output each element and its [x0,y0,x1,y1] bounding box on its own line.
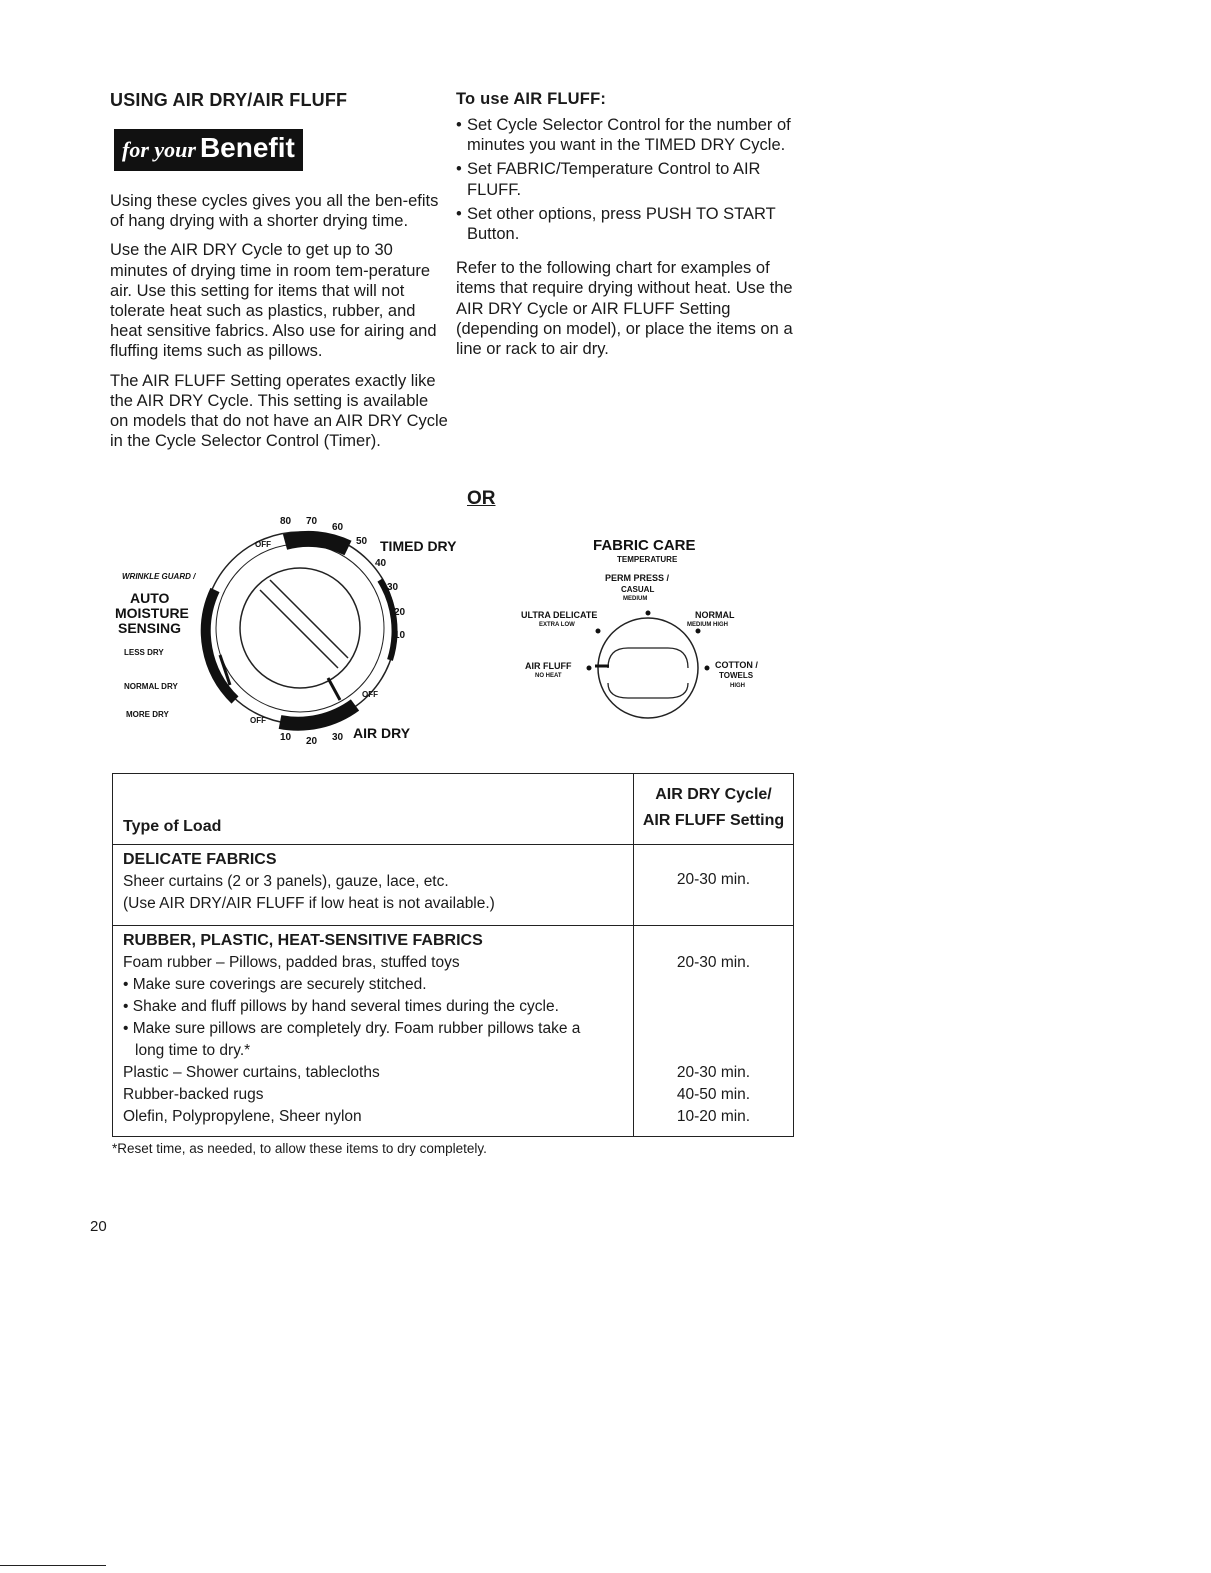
extra-low-label: EXTRA LOW [539,622,575,628]
step-item: • Set other options, press PUSH TO START Button. [456,204,801,244]
delicate-line: Sheer curtains (2 or 3 panels), gauze, lace, etc. [123,873,449,890]
off-label: OFF [255,540,271,549]
bullet-text: Make sure pillows are completely dry. Foam rubber pillows take a long time to dry.* [132,1020,581,1059]
perm-press-label: PERM PRESS / [605,573,670,583]
air-fluff-paragraph: The AIR FLUFF Setting operates exactly like the AIR DRY Cycle. This setting is available on models that do not have an AIR DRY Cycle in the Cycle Selector Control (Timer). [110,371,448,451]
timed-dry-label: TIMED DRY [380,538,457,554]
load-type-cell [113,926,634,1137]
medium-label: MEDIUM [623,596,648,602]
normal-label: NORMAL [695,610,735,620]
auto-label: AUTO [130,590,170,606]
delicate-line: (Use AIR DRY/AIR FLUFF if low heat is not available.) [123,895,495,912]
cycle-selector-dial-illustration [110,510,470,750]
chart-reference-paragraph: Refer to the following chart for examples of items that require drying without heat. Use the AIR DRY Cycle or AIR FLUFF Setting (depending on model), or place the items on a line or rack to air dry. [456,259,793,359]
normal-dry-label: NORMAL DRY [124,682,178,691]
time-spacer [640,974,787,1062]
tick-30-bottom: 30 [332,732,344,743]
type-of-load-header-text: Type of Load [123,818,222,835]
right-column [456,90,801,368]
olefin-time: 10-20 min. [676,1108,751,1125]
footnote: *Reset time, as needed, to allow these items to dry completely. [112,1141,487,1156]
fabric-care-dial-illustration [505,535,775,725]
foam-rubber-line: Foam rubber – Pillows, padded bras, stuffed toys [123,954,460,971]
less-dry-label: LESS DRY [124,648,164,657]
towels-label: TOWELS [719,671,754,680]
time-cell [634,926,794,1137]
ultra-delicate-label: ULTRA DELICATE [521,610,598,620]
tick-50: 50 [356,536,368,547]
olefin-line: Olefin, Polypropylene, Sheer nylon [123,1108,362,1125]
section-heading: USING AIR DRY/AIR FLUFF [110,90,348,110]
tick-20: 20 [394,607,406,618]
cotton-label: COTTON / [715,660,758,670]
tick-40: 40 [375,558,387,569]
rugs-time: 40-50 min. [676,1086,751,1103]
tick-60: 60 [332,522,344,533]
foam-time: 20-30 min. [676,954,751,971]
plastic-time: 20-30 min. [676,1064,751,1081]
air-dry-cycle-header-text: AIR DRY Cycle/ [655,786,772,803]
no-heat-label: NO HEAT [535,673,562,679]
page-number: 20 [90,1218,107,1235]
air-fluff-setting-header-text: AIR FLUFF Setting [642,812,785,829]
banner-text-for-your: for your [122,137,196,162]
fabric-care-title: FABRIC CARE [593,537,696,554]
bullet-item: • Make sure coverings are securely stitched. [123,976,427,993]
table-header-row [113,774,794,845]
load-drying-table [112,773,794,1137]
medium-high-label: MEDIUM HIGH [687,622,728,628]
air-dry-setting-header [634,774,794,845]
rubber-plastic-title: RUBBER, PLASTIC, HEAT-SENSITIVE FABRICS [123,932,483,949]
moisture-label: MOISTURE [115,605,189,621]
bullet-text: Make sure coverings are securely stitched. [132,976,427,993]
type-of-load-header [113,774,634,845]
or-label: OR [467,488,496,509]
delicate-fabrics-title: DELICATE FABRICS [123,851,277,868]
more-dry-label: MORE DRY [126,710,169,719]
bullet-item: • Make sure pillows are completely dry. Foam rubber pillows take a long time to dry.* [123,1020,581,1059]
bottom-rule [0,1565,106,1566]
banner-text-benefit: Benefit [199,132,295,163]
air-fluff-steps [456,115,801,244]
high-label: HIGH [730,683,745,689]
bullet-text: Shake and fluff pillows by hand several times during the cycle. [132,998,559,1015]
temperature-subtitle: TEMPERATURE [617,555,678,564]
air-dry-paragraph: Use the AIR DRY Cycle to get up to 30 minutes of drying time in room tem-perature air. Use this setting for items that will not tolerate heat such as plastics, rubber, and heat sensitive fabrics. Also use for airing and fluffing items such as pillows. [110,241,437,361]
tick-20-bottom: 20 [306,736,318,747]
rugs-line: Rubber-backed rugs [123,1086,264,1103]
air-fluff-heading: To use AIR FLUFF: [456,90,607,108]
intro-paragraph: Using these cycles gives you all the ben-efits of hang drying with a shorter drying time. [110,192,439,231]
air-dry-label: AIR DRY [353,725,411,741]
load-type-cell [113,845,634,926]
off-label: OFF [362,690,378,699]
step-item: • Set FABRIC/Temperature Control to AIR FLUFF. [456,159,801,199]
left-column [110,90,450,460]
for-your-benefit-banner [114,129,303,171]
step-item: • Set Cycle Selector Control for the number of minutes you want in the TIMED DRY Cycle. [456,115,801,155]
bullet-item: • Shake and fluff pillows by hand several times during the cycle. [123,998,559,1015]
tick-70: 70 [306,516,318,527]
wrinkle-guard-label: WRINKLE GUARD / [122,572,196,581]
air-fluff-label: AIR FLUFF [525,661,572,671]
casual-label: CASUAL [621,585,655,594]
tick-80: 80 [280,516,292,527]
delicate-time: 20-30 min. [676,871,751,888]
table-row [113,926,794,1137]
table-row [113,845,794,926]
off-label: OFF [250,716,266,725]
tick-30: 30 [387,582,399,593]
sensing-label: SENSING [118,620,182,636]
plastic-line: Plastic – Shower curtains, tablecloths [123,1064,380,1081]
time-cell [634,845,794,926]
tick-10: 10 [394,630,406,641]
tick-10-bottom: 10 [280,732,292,743]
